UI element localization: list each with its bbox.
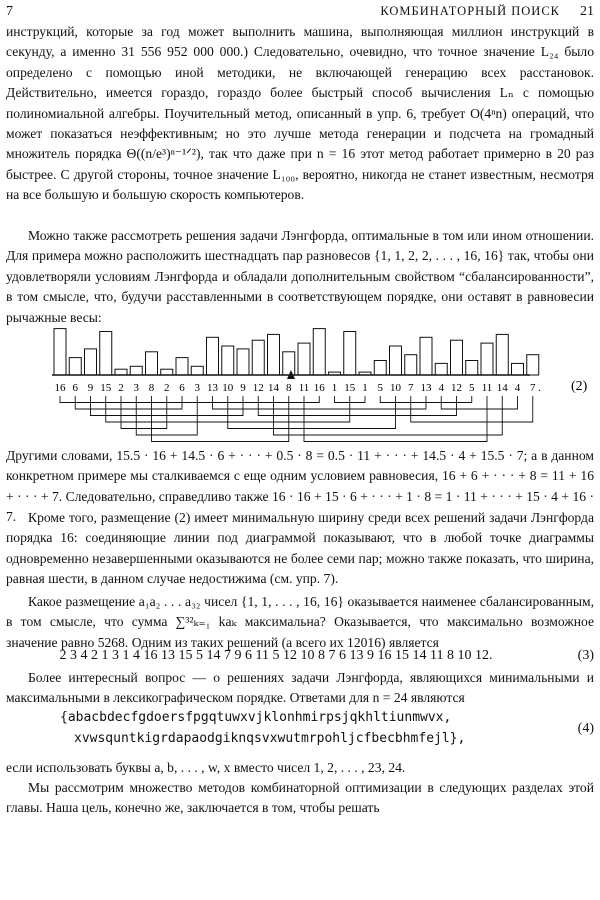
sequence-label: 2 [164,382,170,394]
pair-link [258,396,456,416]
weight-bar [298,343,310,375]
paragraph-6: Более интересный вопрос — о решениях задачи Лэнгфорда, являющихся минимальными и максимальными в лексикографическом порядке. Ответами для n = 24 являются [6,670,594,706]
weight-bar [146,352,158,375]
balance-diagram [0,318,600,444]
sequence-label: 12 [252,382,264,394]
sequence-label: 3 [194,382,200,394]
weight-bar [100,332,112,376]
paragraph-block-5 [6,592,594,653]
equation-number-4: (4) [577,721,594,736]
paragraph-block-6 [6,668,594,709]
equation-4-line-2: xvwsquntkigrdapaodgiknqsvxwutmrpohljcfbecbhmfejl}, [74,731,466,746]
sequence-labels [55,382,537,394]
sequence-label: 8 [148,382,155,394]
sequence-label: 4 [438,382,444,394]
sequence-label: 5 [377,382,383,394]
weight-bar [344,332,356,376]
pair-link [121,396,167,429]
weight-bar [268,334,280,375]
sequence-label: 9 [87,382,94,394]
paragraph-block-2 [6,226,594,328]
weight-bar [420,337,432,375]
sequence-label: 16 [313,382,325,394]
weight-bar [161,369,173,375]
paragraph-block-8 [6,778,594,819]
paragraph-block-7 [6,758,594,778]
equation-number-2: (2) [571,379,588,394]
page-number: 7 [6,4,13,19]
paragraph-4: Кроме того, размещение (2) имеет минимальную ширину среди всех решений задачи Лэнгфорда порядка 16: соединяющие линии под диаграммой показывают, что в любой точке диаграммы одновременно незавершенными оказываются не более семи пар; можно также показать, что ширина, равная шести, в данном случае недостижима (см. упр. 7). [6,510,594,587]
sequence-label: 9 [240,382,246,394]
paragraph-7: если использовать буквы a, b, . . . , w, x вместо чисел 1, 2, . . . , 23, 24. [6,760,406,775]
weight-bar [69,358,81,375]
paragraph-3: Другими словами, 15.5 · 16 + 14.5 · 6 + · · · + 0.5 · 8 = 0.5 · 11 + · · · + 14.5 · 4 + 15.5 · 7; а в данном конкретном примере мы сталкиваемся с еще одним условием равновесия, 16 + 6 + · · · + 8 = 11 + 16 + · · · + 7. Следовательно, справедливо также 16 · 16 + 15 · 6 + · · · + 1 · 8 = 1 · 11 + · · · + 15 · 4 + 16 · 7. [6,448,594,525]
weight-bars [54,329,539,375]
weight-bar [176,358,188,375]
sequence-label: 15 [344,382,356,394]
paragraph-5: Какое размещение a₁a₂ . . . a₃₂ чисел {1, 1, . . . , 16, 16} оказывается наименее сбалансированным, в том смысле, что сумма ∑³²ₖ₌₁ kaₖ максимальна? Оказывается, что максимально возможное значение равно 5268. Одним из таких решений (а всего их 12016) является [6,594,594,650]
weight-bar [54,329,66,375]
page-number-right: 21 [580,4,594,19]
sequence-label: 13 [420,382,432,394]
weight-bar [237,349,249,375]
sequence-label: 4 [514,382,521,394]
sequence-label: 1 [362,382,368,394]
weight-bar [115,369,127,375]
sequence-label: 3 [133,382,139,394]
paragraph-2: Можно также рассмотреть решения задачи Лэнгфорда, оптимальные в том или ином отношении. Для примера можно расположить шестнадцать пар разновесов {1, 1, 2, 2, . . . , 16, 16} так, чтобы они удовлетворяли условиям Лэнгфорда и обладали дополнительным свойством “сбалансированности”, в том смысле, что, будучи расставленными в соответствующем порядке, они оставят в равновесии рычажные весы: [6,228,594,325]
sequence-period: . [538,380,541,394]
sequence-label: 1 [331,382,338,394]
weight-bar [283,352,295,375]
sequence-label: 11 [481,382,493,394]
sequence-label: 15 [100,382,112,394]
weight-bar [512,363,524,375]
pair-link [60,396,319,403]
weight-bar [252,340,264,375]
weight-bar [85,349,97,375]
paragraph-8: Мы рассмотрим множество методов комбинаторной оптимизации в следующих разделах этой главы. Наша цель, конечно же, заключается в том, чтобы решать [6,780,594,816]
paragraph-block-4 [6,508,594,590]
weight-bar [390,346,402,375]
weight-bar [313,329,325,375]
paragraph-continued [6,22,594,206]
sequence-label: 6 [179,382,185,394]
weight-bar [527,355,539,375]
sequence-label: 6 [72,382,78,394]
running-title: КОМБИНАТОРНЫЙ ПОИСК [380,4,560,18]
weight-bar [481,343,493,375]
sequence-label: 10 [390,382,401,394]
weight-bar [451,340,463,375]
sequence-label: 7 [408,382,414,394]
equation-3-sequence: 2 3 4 2 1 3 1 4 16 13 15 5 14 7 9 6 11 5 12 10 8 7 6 13 9 16 15 14 11 8 10 12. [59,648,493,663]
sequence-label: 16 [54,382,66,394]
sequence-label: 14 [268,382,279,394]
running-header [6,4,594,22]
sequence-label: 5 [469,382,475,394]
equation-number-3: (3) [577,648,594,663]
sequence-label: 8 [286,382,292,394]
display-equation-4 [6,710,594,752]
sequence-label: 7 [530,382,536,394]
sequence-label: 2 [118,382,124,394]
sequence-label: 11 [298,382,310,394]
weight-bar [191,366,203,375]
sequence-label: 14 [496,382,508,394]
weight-bar [374,361,386,376]
weight-bar [435,363,447,375]
sequence-label: 10 [222,382,234,394]
weight-bar [466,361,478,376]
weight-bar [496,334,508,375]
weight-bar [405,355,417,375]
weight-bar [222,346,234,375]
sequence-label: 12 [451,382,462,394]
paragraph-1: инструкций, которые за год может выполнить машина, выполняющая миллион инструкций в секунду, а именно 31 556 952 000 000.) Следовательно, очевидно, что точное значение L₂₄ было определено с помощью иной методики, не включающей генерацию всех расстановок. Действительно, имеется гораздо, гораздо более быстрый способ вычисления Lₙ с помощью полиномиальной алгебры. Поучительный метод, описанный в упр. 6, требует O(4ⁿn) операций, что может показаться неэффективным; но это лучше метода генерации и подсчета на громадный множитель порядка Θ((n/e³)ⁿ⁻¹ᐟ²), так что даже при n = 16 этот метод работает примерно в 20 раз быстрее. С другой стороны, точное значение L₁₀₀, вероятно, никогда не станет известным, несмотря на все большую и большую скорость компьютеров. [6,24,594,203]
weight-bar [130,366,142,375]
equation-4-line-1: {abacbdecfgdoersfpgqtuwxvjklonhmirpsjqkhltiunmwvx, [60,710,452,725]
display-equation-3 [6,648,594,670]
weight-bar [207,337,219,375]
sequence-label: 13 [207,382,218,394]
pair-link [228,396,396,429]
connecting-lines [60,396,533,442]
